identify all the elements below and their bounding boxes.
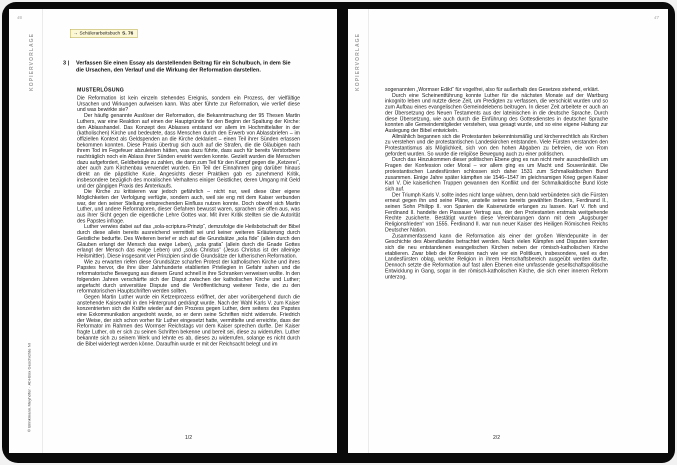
paragraph: Luther verwies dabei auf das „sola-scriptura-Prinzip“, demzufolge die Heilsbotschaft der Bibel durch diese allein bereits ausreichend vermittelt sei und keiner weiteren Erläuterung durch Geistliche bedurfte. Des Weiteren berief er sich auf die Grundsätze „sola fide“ (allein durch den Glauben erlangt der Mensch das ewige Leben), „sola gratia“ (allein durch die Gnade Gottes erlangt der Mensch das ewige Leben) und „solus Christus“ (Jesus Christus ist der alleinige Heilsmittler). Diese insgesamt vier Prinzipien sind die Grundsätze der lutherischen Reformation. xyxy=(77,224,300,259)
right-folio-number: 47 xyxy=(653,15,659,20)
paragraph: Der häufig genannte Auslöser der Reformation, die Bekanntmachung der 95 Thesen Martin Luthers, war eine Reaktion auf einen der Hauptgründe für den Beginn der Spaltung der Kirche: den Ablasshandel. Das Konzept des Ablasses entstand vor allem im Hochmittelalter in der (katholischen) Kirche und bedeutete, dass Menschen durch den Erwerb von Ablassbriefen – im offiziellen Kontext als Geldspenden an die Kirche deklariert – einen Teil ihrer Sünden erlassen bekommen konnten. Diese Praxis übertrug sich auch auf die Strafen, die die Gläubigen nach ihrem Tod im Fegefeuer abzuleisten hätten, was dazu führte, dass auch für bereits Verstorbene nachträglich noch ein Ablass ihrer Sünden erwirkt werden konnte. Gezielt wurden die Menschen dazu aufgefordert, Geldbeträge zu zahlen, die dann zum Teil für den Kampf gegen die „Ketzerei“, aber auch zum Kirchenbau verwendet wurden. Ein Teil der Einnahmen ging darüber hinaus direkt an die päpstliche Kurie. Angesichts dieser Praktiken gab es zunehmend Kritik, insbesondere bezüglich des moralischen Verhaltens einiger Geistlicher, deren Umgang mit Geld und der gängigen Praxis des Ämterkaufs. xyxy=(77,113,300,189)
paragraph: Durch eine Scheinentführung konnte Luther für die nächsten Monate auf der Wartburg inkognito leben und nutzte diese Zeit, um Predigten zu verfassen, die verschickt wurden und so zum Aufbau eines evangelischen Gemeindelebens beitrugen. In dieser Zeit arbeitete er auch an der Übersetzung des Neuen Testaments aus der lateinischen in die deutsche Sprache. Durch diese Übersetzung, wie auch durch die Einführung des Gottesdienstes in deutscher Sprache konnten alle Gemeindemitglieder verstehen, was gesagt wurde, und so eine eigene Haltung zur Auslegung der Bibel entwickeln. xyxy=(385,92,608,134)
left-copyright-line: © Brinkmann.Meyhöfer · Abi-Box Geschichte NI xyxy=(27,343,32,432)
paragraph: Allmählich begannen sich die Protestanten bekenntnismäßig und kirchenrechtlich als Kirchen zu verstehen und die protestantischen Landeskirchen entstanden. Viele Fürsten verstanden den Protestantismus als Möglichkeit, sich von den hohen Abgaben zu befreien, die von Rom gefordert wurden. So wurde die religiöse Bewegung auch zu einer politischen. xyxy=(385,133,608,157)
workbook-reference-tag xyxy=(70,29,137,38)
right-paragraph-list xyxy=(385,87,608,280)
paragraph: Die Reformation ist kein einzeln stehendes Ereignis, sondern ein Prozess, der vielfältige Ursachen und Wirkungen aufweisen kann. Was aber führte zur Reformation, wie verlief diese und was bewirkte sie? xyxy=(77,95,300,113)
reference-tag-label: Schülerarbeitsbuch xyxy=(79,30,121,36)
paragraph: sogenannten „Wormser Edikt“ für vogelfrei, also für außerhalb des Gesetzes stehend, erklärt. xyxy=(385,87,600,93)
paragraph: Zusammenfassend kann die Reformation als einer der großen Wendepunkte in der Geschichte des Abendlandes betrachtet werden. Nach vielen Kämpfen und Disputen konnten sich die neu entstandenen evangelischen Kirchen neben der römisch-katholischen Kirche etablieren. Zwar blieb die Konfession nach wie vor ein Politikum, insbesondere, weil es den Landesfürsten oblag, welche Religion in ihrem Herrschaftsbereich ausgeübt werden durfte. Dennoch setzte die Reformation auf fast allen Ebenen eine umfassende gesellschaftspolitische Entwicklung in Gang, sogar in der römisch-katholischen Kirche, die sich einer inneren Reform unterzog. xyxy=(385,233,608,280)
right-margin-rule xyxy=(368,9,369,453)
left-kopiervorlage-label: KOPIERVORLAGE xyxy=(29,32,35,91)
task-text: Verfassen Sie einen Essay als darstellenden Beitrag für ein Schulbuch, in dem Sie die Ursachen, den Verlauf und die Wirkung der Reformation darstellen. xyxy=(76,60,291,73)
paragraph: Die Kirche zu kritisieren war jedoch gefährlich – nicht nur, weil diese über eigene Möglichkeiten der Verfolgung verfügte, sondern auch, weil sie eng mit dem Kaiser verbunden war, der den seiner Stellung entsprechenden Einfluss nutzen konnte. Doch obwohl sich Martin Luther, und andere Reformatoren, dieser Gefahren bewusst waren, sprachen sie offen aus, was aus ihrer Sicht gegen die eigentliche Lehre Gottes war. Mit ihrer Kritik stellten sie die Autorität des Papstes infrage. xyxy=(77,189,300,224)
left-folio-number: 46 xyxy=(17,15,23,20)
solution-heading: MUSTERLÖSUNG xyxy=(77,87,125,93)
book-spread-frame xyxy=(2,2,675,463)
left-text-column xyxy=(77,87,300,347)
left-page-indicator: 1/2 xyxy=(185,435,192,441)
reference-tag-page: S. 76 xyxy=(122,30,134,36)
paragraph: Gegen Martin Luther wurde ein Ketzerprozess eröffnet, der aber vorübergehend durch die anstehende Kaiserwahl in den Hintergrund gedrängt wurde. Nach der Wahl Karls V. zum Kaiser konzentrierten sich die Kräfte wieder auf den Prozess gegen Luther, dem seitens des Papstes eine Exkommunikation angedroht wurde, so er denn seine Schriften nicht widerrufe. Friedrich der Weise, der sich schon vorher für Luther eingesetzt hatte, vermittelte und erreichte, dass der Reformator im Rahmen des Wormser Reichstags vor dem Kaiser sprechen durfte. Der Kaiser fragte Luther, ob er sich zu seinen Schriften bekenne und bereit sei, diese zu widerrufen. Luther bekannte sich zu seinem Werk und lehnte es ab, dieses zu widerrufen, solange es nicht durch die Bibel widerlegt werden könne. Daraufhin wurde er mit der Reichsacht belegt und im xyxy=(77,294,300,347)
right-page xyxy=(348,9,668,453)
right-text-column xyxy=(385,87,608,280)
arrow-right-icon: → xyxy=(73,30,78,36)
paragraph: Wie zu erwarten riefen diese Grundsätze scharfen Protest der katholischen Kirche und ihres Papstes hervor, die ihre über Jahrhunderte etablierten Privilegien in Gefahr sahen und die reformatorische Bewegung aus diesem Grund schnell in ihre Schranken verweisen wollte. In den folgenden Jahren verschärfte sich der Disput zwischen der katholischen Kirche und Luther; angefacht durch universitäre Dispute und die Veröffentlichung weiterer Texte, die zu den reformatorischen Hauptschriften werden sollten. xyxy=(77,259,300,295)
right-kopiervorlage-label: KOPIERVORLAGE xyxy=(355,32,361,91)
left-margin-rule xyxy=(42,9,43,453)
paragraph: Durch das Hinzukommen dieser politischen Ebene ging es nun nicht mehr ausschließlich um Fragen der Konfession oder Moral – vor allem ging es um Macht und Souveränität. Die protestantischen Landesfürsten schlossen sich daher 1531 zum Schmalkaldischen Bund zusammen. Einige Jahre später kämpften sie 1546–1547 im gleichnamigen Krieg gegen Kaiser Karl V. Die kaiserlichen Truppen gewannen den Konflikt und der Schmalkaldische Bund löste sich auf. xyxy=(385,157,608,192)
paragraph: Der Triumph Karls V. sollte indes nicht lange währen, denn bald verbündeten sich die Fürsten erneut gegen ihn und seine Pläne, anstelle seines bereits gewählten Bruders, Ferdinand II., seinen Sohn Philipp II. von Spanien die Kaiserwürde erlangen zu lassen. Karl V. floh und Ferdinand II. handelte den Passauer Vertrag aus, der den Protestanten erstmals weitgehende Rechte zusicherte. Bestätigt wurden diese Vereinbarungen dann mit dem „Augsburger Religionsfrieden“ von 1555. Ferdinand II. war nun neuer Kaiser des Heiligen Römischen Reichs Deutscher Nation. xyxy=(385,192,608,233)
task-row xyxy=(63,60,299,74)
left-page xyxy=(9,9,337,453)
task-number: 3 | xyxy=(63,60,70,66)
right-page-indicator: 2/2 xyxy=(493,435,500,441)
left-paragraph-list xyxy=(77,96,300,348)
